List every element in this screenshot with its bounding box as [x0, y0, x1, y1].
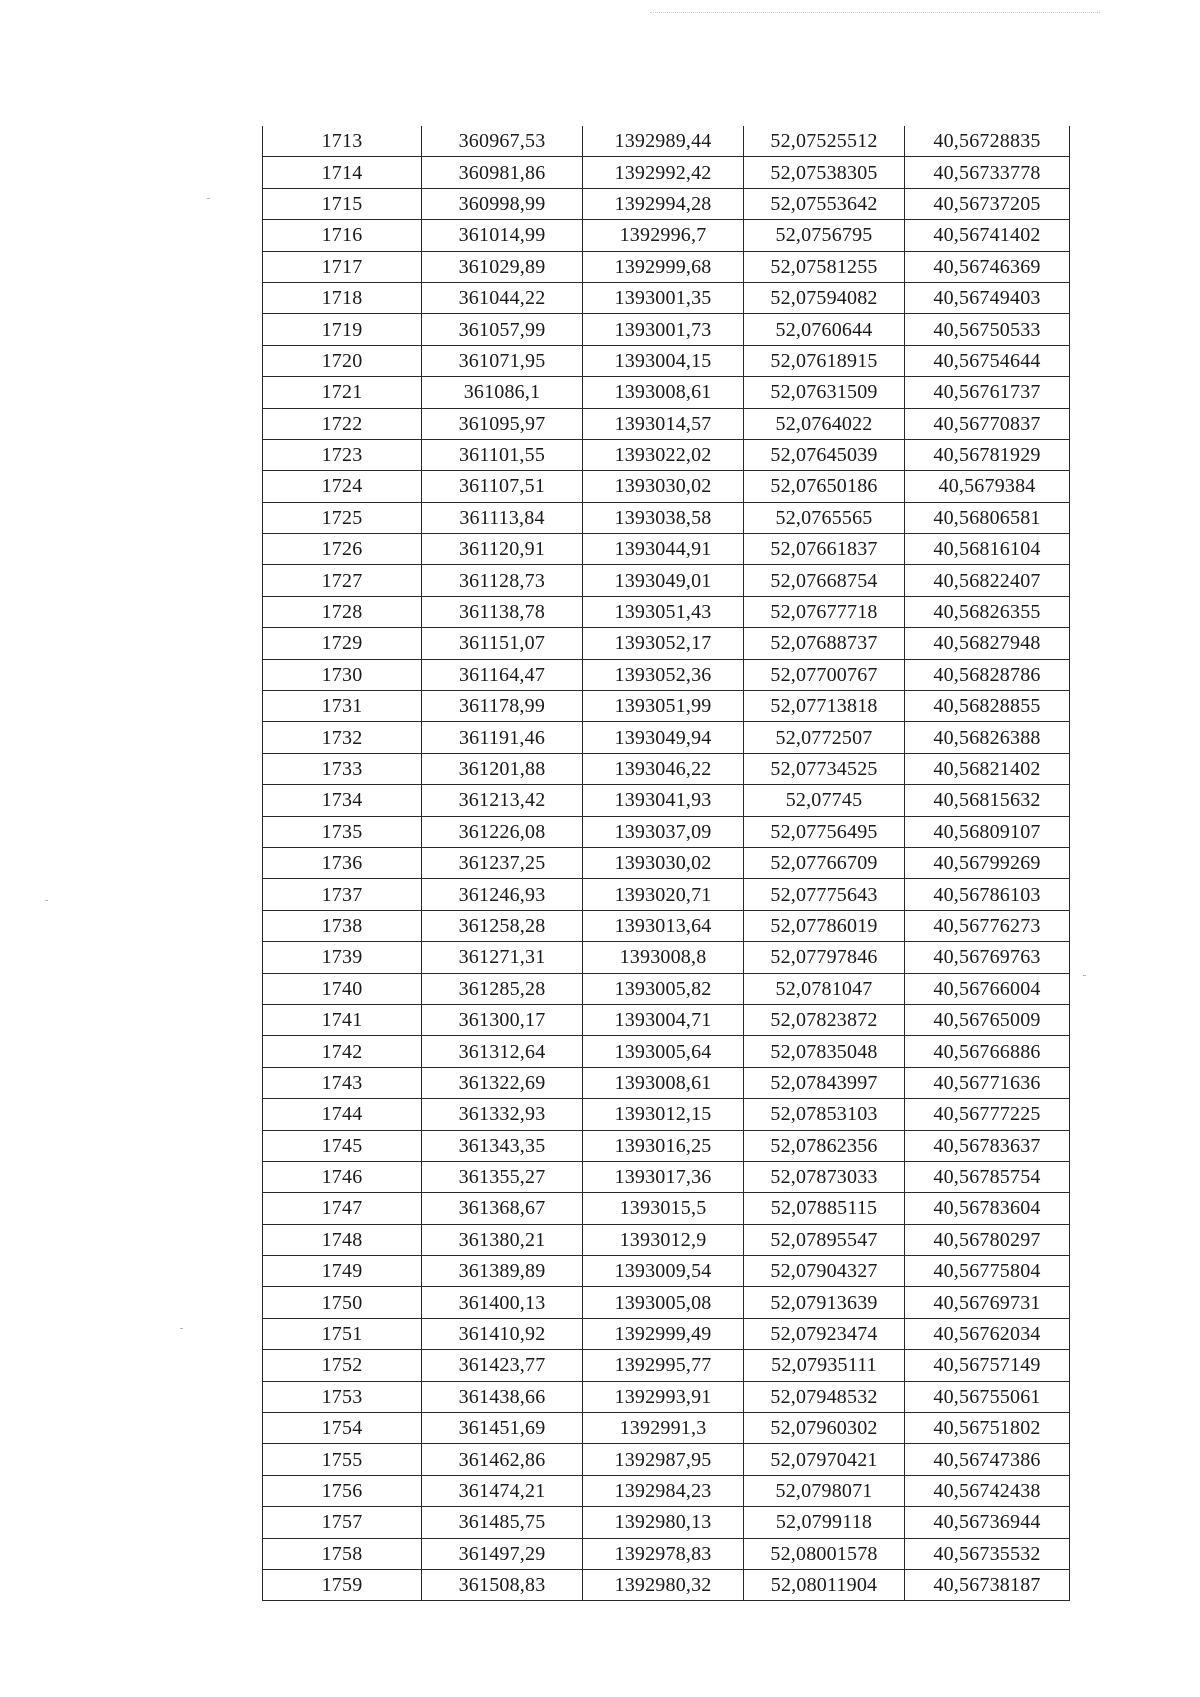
- latitude-cell: 52,07594082: [744, 282, 905, 313]
- y-coordinate-cell: 1393001,35: [583, 282, 744, 313]
- y-coordinate-cell: 1393015,5: [583, 1193, 744, 1224]
- y-coordinate-cell: 1393013,64: [583, 910, 744, 941]
- x-coordinate-cell: 361044,22: [422, 282, 583, 313]
- latitude-cell: 52,07835048: [744, 1036, 905, 1067]
- x-coordinate-cell: 361400,13: [422, 1287, 583, 1318]
- x-coordinate-cell: 361485,75: [422, 1507, 583, 1538]
- longitude-cell: 40,56742438: [905, 1475, 1070, 1506]
- point-number-cell: 1750: [263, 1287, 422, 1318]
- latitude-cell: 52,07885115: [744, 1193, 905, 1224]
- longitude-cell: 40,56747386: [905, 1444, 1070, 1475]
- x-coordinate-cell: 361368,67: [422, 1193, 583, 1224]
- table-row: [263, 1318, 1070, 1349]
- latitude-cell: 52,07700767: [744, 659, 905, 690]
- x-coordinate-cell: 361271,31: [422, 942, 583, 973]
- table-row: [263, 879, 1070, 910]
- table-row: [263, 188, 1070, 219]
- table-row: [263, 596, 1070, 627]
- longitude-cell: 40,56762034: [905, 1318, 1070, 1349]
- latitude-cell: 52,07631509: [744, 377, 905, 408]
- latitude-cell: 52,0798071: [744, 1475, 905, 1506]
- longitude-cell: 40,56746369: [905, 251, 1070, 282]
- latitude-cell: 52,07668754: [744, 565, 905, 596]
- latitude-cell: 52,07923474: [744, 1318, 905, 1349]
- x-coordinate-cell: 361462,86: [422, 1444, 583, 1475]
- longitude-cell: 40,56815632: [905, 785, 1070, 816]
- point-number-cell: 1743: [263, 1067, 422, 1098]
- table-row: [263, 1287, 1070, 1318]
- latitude-cell: 52,07843997: [744, 1067, 905, 1098]
- latitude-cell: 52,07538305: [744, 157, 905, 188]
- longitude-cell: 40,56826355: [905, 596, 1070, 627]
- table-row: [263, 1569, 1070, 1600]
- point-number-cell: 1759: [263, 1569, 422, 1600]
- table-row: [263, 1224, 1070, 1255]
- y-coordinate-cell: 1393005,64: [583, 1036, 744, 1067]
- longitude-cell: 40,5679384: [905, 471, 1070, 502]
- latitude-cell: 52,08011904: [744, 1569, 905, 1600]
- x-coordinate-cell: 361138,78: [422, 596, 583, 627]
- longitude-cell: 40,56822407: [905, 565, 1070, 596]
- point-number-cell: 1748: [263, 1224, 422, 1255]
- y-coordinate-cell: 1393049,01: [583, 565, 744, 596]
- table-row: [263, 628, 1070, 659]
- longitude-cell: 40,56741402: [905, 220, 1070, 251]
- x-coordinate-cell: 361322,69: [422, 1067, 583, 1098]
- point-number-cell: 1751: [263, 1318, 422, 1349]
- x-coordinate-cell: 361300,17: [422, 1004, 583, 1035]
- longitude-cell: 40,56761737: [905, 377, 1070, 408]
- y-coordinate-cell: 1393017,36: [583, 1161, 744, 1192]
- longitude-cell: 40,56728835: [905, 126, 1070, 157]
- latitude-cell: 52,07862356: [744, 1130, 905, 1161]
- point-number-cell: 1736: [263, 847, 422, 878]
- longitude-cell: 40,56769763: [905, 942, 1070, 973]
- table-row: [263, 1350, 1070, 1381]
- table-row: [263, 816, 1070, 847]
- table-row: [263, 1067, 1070, 1098]
- table-row: [263, 1444, 1070, 1475]
- longitude-cell: 40,56751802: [905, 1413, 1070, 1444]
- point-number-cell: 1753: [263, 1381, 422, 1412]
- y-coordinate-cell: 1393008,61: [583, 377, 744, 408]
- point-number-cell: 1723: [263, 439, 422, 470]
- longitude-cell: 40,56785754: [905, 1161, 1070, 1192]
- table-row: [263, 126, 1070, 157]
- x-coordinate-cell: 361451,69: [422, 1413, 583, 1444]
- longitude-cell: 40,56754644: [905, 345, 1070, 376]
- point-number-cell: 1729: [263, 628, 422, 659]
- point-number-cell: 1755: [263, 1444, 422, 1475]
- latitude-cell: 52,07756495: [744, 816, 905, 847]
- x-coordinate-cell: 361312,64: [422, 1036, 583, 1067]
- longitude-cell: 40,56755061: [905, 1381, 1070, 1412]
- latitude-cell: 52,07895547: [744, 1224, 905, 1255]
- table-row: [263, 847, 1070, 878]
- x-coordinate-cell: 361178,99: [422, 691, 583, 722]
- longitude-cell: 40,56766886: [905, 1036, 1070, 1067]
- y-coordinate-cell: 1392980,13: [583, 1507, 744, 1538]
- longitude-cell: 40,56738187: [905, 1569, 1070, 1600]
- longitude-cell: 40,56750533: [905, 314, 1070, 345]
- latitude-cell: 52,07960302: [744, 1413, 905, 1444]
- x-coordinate-cell: 361014,99: [422, 220, 583, 251]
- latitude-cell: 52,07853103: [744, 1099, 905, 1130]
- x-coordinate-cell: 360981,86: [422, 157, 583, 188]
- y-coordinate-cell: 1393030,02: [583, 847, 744, 878]
- latitude-cell: 52,0756795: [744, 220, 905, 251]
- table-row: [263, 439, 1070, 470]
- table-row: [263, 377, 1070, 408]
- x-coordinate-cell: 361101,55: [422, 439, 583, 470]
- table-row: [263, 1099, 1070, 1130]
- table-row: [263, 502, 1070, 533]
- longitude-cell: 40,56827948: [905, 628, 1070, 659]
- point-number-cell: 1713: [263, 126, 422, 157]
- table-row: [263, 282, 1070, 313]
- y-coordinate-cell: 1393051,99: [583, 691, 744, 722]
- latitude-cell: 52,07661837: [744, 534, 905, 565]
- y-coordinate-cell: 1393046,22: [583, 753, 744, 784]
- table-row: [263, 1256, 1070, 1287]
- latitude-cell: 52,07618915: [744, 345, 905, 376]
- y-coordinate-cell: 1392992,42: [583, 157, 744, 188]
- scan-speck: [180, 1328, 183, 1329]
- point-number-cell: 1756: [263, 1475, 422, 1506]
- point-number-cell: 1741: [263, 1004, 422, 1035]
- point-number-cell: 1740: [263, 973, 422, 1004]
- point-number-cell: 1747: [263, 1193, 422, 1224]
- latitude-cell: 52,07786019: [744, 910, 905, 941]
- x-coordinate-cell: 361423,77: [422, 1350, 583, 1381]
- y-coordinate-cell: 1392980,32: [583, 1569, 744, 1600]
- longitude-cell: 40,56757149: [905, 1350, 1070, 1381]
- table-row: [263, 565, 1070, 596]
- x-coordinate-cell: 361151,07: [422, 628, 583, 659]
- longitude-cell: 40,56780297: [905, 1224, 1070, 1255]
- y-coordinate-cell: 1392984,23: [583, 1475, 744, 1506]
- y-coordinate-cell: 1392978,83: [583, 1538, 744, 1569]
- latitude-cell: 52,07745: [744, 785, 905, 816]
- longitude-cell: 40,56821402: [905, 753, 1070, 784]
- longitude-cell: 40,56736944: [905, 1507, 1070, 1538]
- x-coordinate-cell: 361343,35: [422, 1130, 583, 1161]
- point-number-cell: 1732: [263, 722, 422, 753]
- y-coordinate-cell: 1392993,91: [583, 1381, 744, 1412]
- point-number-cell: 1728: [263, 596, 422, 627]
- longitude-cell: 40,56783637: [905, 1130, 1070, 1161]
- y-coordinate-cell: 1393038,58: [583, 502, 744, 533]
- latitude-cell: 52,0799118: [744, 1507, 905, 1538]
- x-coordinate-cell: 360967,53: [422, 126, 583, 157]
- latitude-cell: 52,07553642: [744, 188, 905, 219]
- scan-speck: [45, 900, 48, 901]
- latitude-cell: 52,0760644: [744, 314, 905, 345]
- latitude-cell: 52,07970421: [744, 1444, 905, 1475]
- point-number-cell: 1724: [263, 471, 422, 502]
- x-coordinate-cell: 361120,91: [422, 534, 583, 565]
- scan-speck: [1083, 975, 1086, 976]
- x-coordinate-cell: 361095,97: [422, 408, 583, 439]
- table-row: [263, 1161, 1070, 1192]
- y-coordinate-cell: 1393052,36: [583, 659, 744, 690]
- x-coordinate-cell: 361389,89: [422, 1256, 583, 1287]
- y-coordinate-cell: 1392987,95: [583, 1444, 744, 1475]
- table-row: [263, 1036, 1070, 1067]
- point-number-cell: 1757: [263, 1507, 422, 1538]
- latitude-cell: 52,07948532: [744, 1381, 905, 1412]
- longitude-cell: 40,56826388: [905, 722, 1070, 753]
- x-coordinate-cell: 361246,93: [422, 879, 583, 910]
- latitude-cell: 52,07645039: [744, 439, 905, 470]
- x-coordinate-cell: 361474,21: [422, 1475, 583, 1506]
- longitude-cell: 40,56806581: [905, 502, 1070, 533]
- table-row: [263, 1538, 1070, 1569]
- point-number-cell: 1742: [263, 1036, 422, 1067]
- point-number-cell: 1719: [263, 314, 422, 345]
- y-coordinate-cell: 1392999,49: [583, 1318, 744, 1349]
- latitude-cell: 52,07650186: [744, 471, 905, 502]
- longitude-cell: 40,56783604: [905, 1193, 1070, 1224]
- longitude-cell: 40,56733778: [905, 157, 1070, 188]
- longitude-cell: 40,56769731: [905, 1287, 1070, 1318]
- table-row: [263, 534, 1070, 565]
- x-coordinate-cell: 361113,84: [422, 502, 583, 533]
- x-coordinate-cell: 361380,21: [422, 1224, 583, 1255]
- longitude-cell: 40,56828855: [905, 691, 1070, 722]
- y-coordinate-cell: 1393016,25: [583, 1130, 744, 1161]
- y-coordinate-cell: 1393044,91: [583, 534, 744, 565]
- table-row: [263, 1475, 1070, 1506]
- point-number-cell: 1716: [263, 220, 422, 251]
- x-coordinate-cell: 361201,88: [422, 753, 583, 784]
- longitude-cell: 40,56749403: [905, 282, 1070, 313]
- point-number-cell: 1738: [263, 910, 422, 941]
- latitude-cell: 52,07873033: [744, 1161, 905, 1192]
- x-coordinate-cell: 361191,46: [422, 722, 583, 753]
- table-row: [263, 753, 1070, 784]
- point-number-cell: 1744: [263, 1099, 422, 1130]
- longitude-cell: 40,56799269: [905, 847, 1070, 878]
- x-coordinate-cell: 361237,25: [422, 847, 583, 878]
- table-row: [263, 220, 1070, 251]
- y-coordinate-cell: 1393037,09: [583, 816, 744, 847]
- x-coordinate-cell: 361285,28: [422, 973, 583, 1004]
- y-coordinate-cell: 1393052,17: [583, 628, 744, 659]
- point-number-cell: 1735: [263, 816, 422, 847]
- coordinate-table-body: [263, 126, 1070, 1601]
- longitude-cell: 40,56766004: [905, 973, 1070, 1004]
- latitude-cell: 52,07823872: [744, 1004, 905, 1035]
- latitude-cell: 52,07766709: [744, 847, 905, 878]
- x-coordinate-cell: 361226,08: [422, 816, 583, 847]
- scan-edge-mark: [650, 12, 1100, 13]
- y-coordinate-cell: 1393049,94: [583, 722, 744, 753]
- latitude-cell: 52,07525512: [744, 126, 905, 157]
- latitude-cell: 52,0772507: [744, 722, 905, 753]
- y-coordinate-cell: 1393051,43: [583, 596, 744, 627]
- x-coordinate-cell: 361086,1: [422, 377, 583, 408]
- x-coordinate-cell: 361128,73: [422, 565, 583, 596]
- point-number-cell: 1715: [263, 188, 422, 219]
- y-coordinate-cell: 1393001,73: [583, 314, 744, 345]
- longitude-cell: 40,56735532: [905, 1538, 1070, 1569]
- latitude-cell: 52,0765565: [744, 502, 905, 533]
- y-coordinate-cell: 1393005,82: [583, 973, 744, 1004]
- latitude-cell: 52,07734525: [744, 753, 905, 784]
- x-coordinate-cell: 361164,47: [422, 659, 583, 690]
- x-coordinate-cell: 361355,27: [422, 1161, 583, 1192]
- table-row: [263, 1130, 1070, 1161]
- scan-speck: [207, 198, 210, 199]
- point-number-cell: 1752: [263, 1350, 422, 1381]
- point-number-cell: 1722: [263, 408, 422, 439]
- table-row: [263, 1381, 1070, 1412]
- point-number-cell: 1714: [263, 157, 422, 188]
- table-row: [263, 973, 1070, 1004]
- longitude-cell: 40,56786103: [905, 879, 1070, 910]
- x-coordinate-cell: 361332,93: [422, 1099, 583, 1130]
- coordinate-table: [262, 126, 1070, 1601]
- y-coordinate-cell: 1393004,71: [583, 1004, 744, 1035]
- x-coordinate-cell: 361438,66: [422, 1381, 583, 1412]
- x-coordinate-cell: 361029,89: [422, 251, 583, 282]
- table-row: [263, 1413, 1070, 1444]
- point-number-cell: 1746: [263, 1161, 422, 1192]
- longitude-cell: 40,56770837: [905, 408, 1070, 439]
- longitude-cell: 40,56776273: [905, 910, 1070, 941]
- point-number-cell: 1745: [263, 1130, 422, 1161]
- point-number-cell: 1718: [263, 282, 422, 313]
- point-number-cell: 1726: [263, 534, 422, 565]
- point-number-cell: 1733: [263, 753, 422, 784]
- y-coordinate-cell: 1392994,28: [583, 188, 744, 219]
- y-coordinate-cell: 1392989,44: [583, 126, 744, 157]
- table-row: [263, 910, 1070, 941]
- point-number-cell: 1739: [263, 942, 422, 973]
- y-coordinate-cell: 1393009,54: [583, 1256, 744, 1287]
- point-number-cell: 1720: [263, 345, 422, 376]
- y-coordinate-cell: 1392999,68: [583, 251, 744, 282]
- x-coordinate-cell: 361107,51: [422, 471, 583, 502]
- x-coordinate-cell: 361057,99: [422, 314, 583, 345]
- longitude-cell: 40,56828786: [905, 659, 1070, 690]
- point-number-cell: 1758: [263, 1538, 422, 1569]
- x-coordinate-cell: 361410,92: [422, 1318, 583, 1349]
- table-row: [263, 942, 1070, 973]
- longitude-cell: 40,56781929: [905, 439, 1070, 470]
- table-row: [263, 471, 1070, 502]
- longitude-cell: 40,56777225: [905, 1099, 1070, 1130]
- point-number-cell: 1717: [263, 251, 422, 282]
- y-coordinate-cell: 1393008,61: [583, 1067, 744, 1098]
- x-coordinate-cell: 361258,28: [422, 910, 583, 941]
- latitude-cell: 52,07913639: [744, 1287, 905, 1318]
- y-coordinate-cell: 1393041,93: [583, 785, 744, 816]
- longitude-cell: 40,56775804: [905, 1256, 1070, 1287]
- longitude-cell: 40,56765009: [905, 1004, 1070, 1035]
- y-coordinate-cell: 1393020,71: [583, 879, 744, 910]
- latitude-cell: 52,0764022: [744, 408, 905, 439]
- latitude-cell: 52,07775643: [744, 879, 905, 910]
- point-number-cell: 1727: [263, 565, 422, 596]
- longitude-cell: 40,56809107: [905, 816, 1070, 847]
- point-number-cell: 1749: [263, 1256, 422, 1287]
- y-coordinate-cell: 1393012,9: [583, 1224, 744, 1255]
- y-coordinate-cell: 1393004,15: [583, 345, 744, 376]
- latitude-cell: 52,07688737: [744, 628, 905, 659]
- table-row: [263, 785, 1070, 816]
- point-number-cell: 1731: [263, 691, 422, 722]
- latitude-cell: 52,0781047: [744, 973, 905, 1004]
- point-number-cell: 1734: [263, 785, 422, 816]
- y-coordinate-cell: 1392995,77: [583, 1350, 744, 1381]
- x-coordinate-cell: 361071,95: [422, 345, 583, 376]
- point-number-cell: 1737: [263, 879, 422, 910]
- latitude-cell: 52,07581255: [744, 251, 905, 282]
- y-coordinate-cell: 1393014,57: [583, 408, 744, 439]
- table-row: [263, 345, 1070, 376]
- table-row: [263, 1193, 1070, 1224]
- table-row: [263, 1004, 1070, 1035]
- x-coordinate-cell: 361497,29: [422, 1538, 583, 1569]
- latitude-cell: 52,07713818: [744, 691, 905, 722]
- y-coordinate-cell: 1392991,3: [583, 1413, 744, 1444]
- longitude-cell: 40,56737205: [905, 188, 1070, 219]
- table-row: [263, 722, 1070, 753]
- x-coordinate-cell: 360998,99: [422, 188, 583, 219]
- latitude-cell: 52,07797846: [744, 942, 905, 973]
- point-number-cell: 1730: [263, 659, 422, 690]
- table-row: [263, 659, 1070, 690]
- y-coordinate-cell: 1393012,15: [583, 1099, 744, 1130]
- latitude-cell: 52,07677718: [744, 596, 905, 627]
- longitude-cell: 40,56816104: [905, 534, 1070, 565]
- y-coordinate-cell: 1393022,02: [583, 439, 744, 470]
- y-coordinate-cell: 1393008,8: [583, 942, 744, 973]
- table-row: [263, 408, 1070, 439]
- latitude-cell: 52,07935111: [744, 1350, 905, 1381]
- table-row: [263, 157, 1070, 188]
- table-row: [263, 691, 1070, 722]
- point-number-cell: 1721: [263, 377, 422, 408]
- x-coordinate-cell: 361213,42: [422, 785, 583, 816]
- table-row: [263, 1507, 1070, 1538]
- y-coordinate-cell: 1393030,02: [583, 471, 744, 502]
- y-coordinate-cell: 1393005,08: [583, 1287, 744, 1318]
- latitude-cell: 52,08001578: [744, 1538, 905, 1569]
- longitude-cell: 40,56771636: [905, 1067, 1070, 1098]
- latitude-cell: 52,07904327: [744, 1256, 905, 1287]
- point-number-cell: 1754: [263, 1413, 422, 1444]
- table-row: [263, 314, 1070, 345]
- x-coordinate-cell: 361508,83: [422, 1569, 583, 1600]
- table-row: [263, 251, 1070, 282]
- point-number-cell: 1725: [263, 502, 422, 533]
- y-coordinate-cell: 1392996,7: [583, 220, 744, 251]
